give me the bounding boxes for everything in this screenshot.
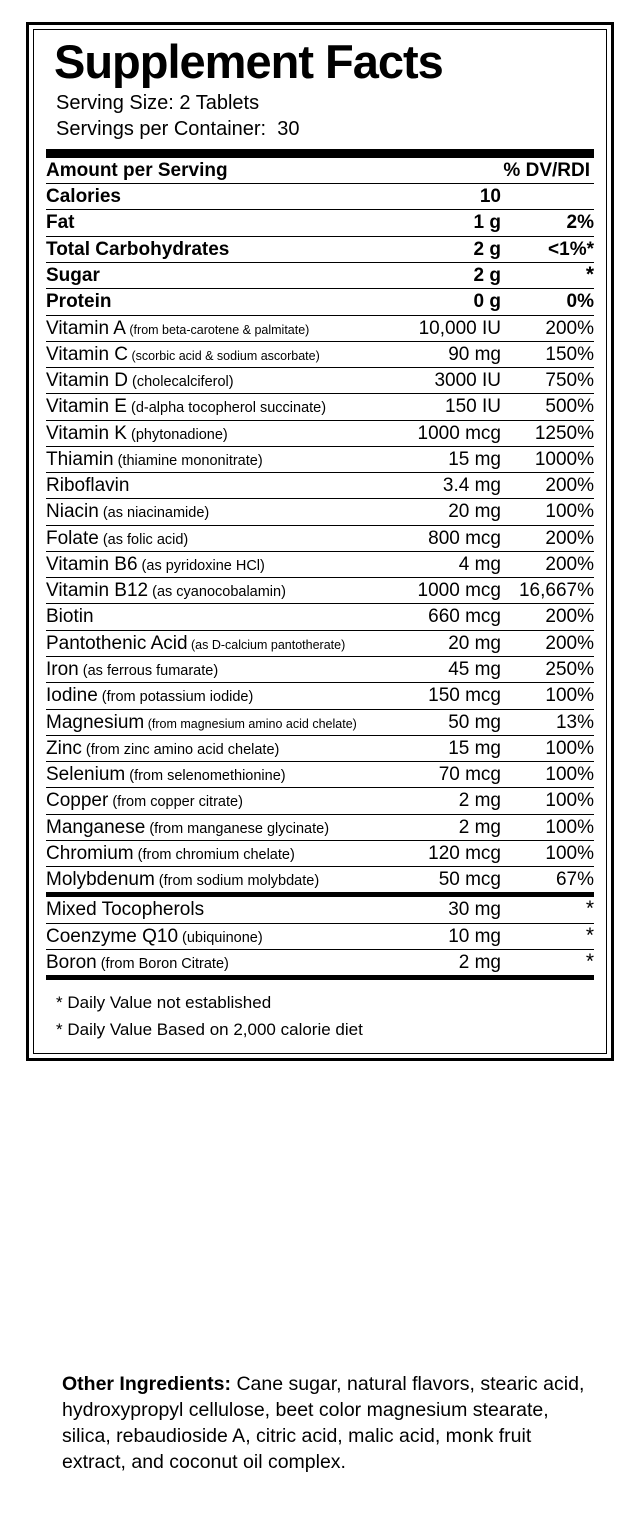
table-row [46,735,594,761]
nutrient-name: Molybdenum (from sodium molybdate) [46,867,408,893]
nutrient-daily-value: 1250% [501,420,594,446]
nutrient-source: (as niacinamide) [98,505,210,522]
table-header-row [46,158,594,184]
nutrient-name: Niacin (as niacinamide) [46,499,408,525]
nutrient-name: Zinc (from zinc amino acid chelate) [46,735,408,761]
nutrient-source: (thiamine mononitrate) [113,452,263,469]
nutrient-daily-value: 150% [501,341,594,367]
nutrient-amount: 70 mcg [408,762,501,788]
nutrient-amount: 4 mg [408,551,501,577]
nutrient-name: Fat [46,210,408,236]
nutrient-daily-value: 250% [501,656,594,682]
nutrient-daily-value: 1000% [501,446,594,472]
nutrient-source: (from selenomethionine) [125,768,286,785]
nutrient-name: Pantothenic Acid (as D-calcium pantotherate) [46,630,408,656]
nutrient-daily-value: 500% [501,394,594,420]
table-row [46,578,594,604]
nutrient-source: (from magnesium amino acid chelate) [144,716,357,731]
table-row [46,368,594,394]
table-row [46,499,594,525]
nutrient-name: Folate (as folic acid) [46,525,408,551]
nutrient-daily-value: 100% [501,683,594,709]
table-row [46,788,594,814]
nutrient-name: Total Carbohydrates [46,236,408,262]
nutrient-daily-value: 100% [501,814,594,840]
nutrient-name: Coenzyme Q10 (ubiquinone) [46,923,408,949]
nutrient-amount: 1000 mcg [408,578,501,604]
nutrient-name: Vitamin D (cholecalciferol) [46,368,408,394]
nutrient-name: Vitamin B6 (as pyridoxine HCl) [46,551,408,577]
nutrient-daily-value: 100% [501,840,594,866]
nutrient-name: Biotin [46,604,408,630]
nutrient-amount: 45 mg [408,656,501,682]
nutrient-source: (cholecalciferol) [128,374,234,391]
other-ingredients-heading: Other Ingredients: [62,1373,232,1395]
nutrient-amount: 1000 mcg [408,420,501,446]
nutrient-amount: 1 g [408,210,501,236]
nutrient-name: Copper (from copper citrate) [46,788,408,814]
footnote-2: * Daily Value Based on 2,000 calorie diet [56,1019,363,1039]
nutrient-daily-value: <1%* [501,236,594,262]
nutrient-name: Mixed Tocopherols [46,897,408,923]
footnotes-block [56,990,594,1043]
nutrient-daily-value: * [501,949,594,975]
nutrient-daily-value: 67% [501,867,594,893]
table-row [46,315,594,341]
nutrient-source: (from Boron Citrate) [96,955,229,972]
nutrient-name: Riboflavin [46,473,408,499]
table-row [46,341,594,367]
nutrient-amount: 150 mcg [408,683,501,709]
nutrient-daily-value: * [501,923,594,949]
nutrient-source: (from manganese glycinate) [145,820,330,837]
nutrient-name: Protein [46,289,408,315]
nutrient-daily-value: 100% [501,762,594,788]
other-ingredients-block [62,1372,590,1476]
nutrient-daily-value: * [501,897,594,923]
nutrient-amount: 3000 IU [408,368,501,394]
nutrient-source: (d-alpha tocopherol succinate) [126,400,327,417]
nutrient-amount: 10 [408,184,501,210]
nutrient-source: (ubiquinone) [178,929,263,946]
nutrient-daily-value: 200% [501,551,594,577]
table-row [46,263,594,289]
table-row [46,604,594,630]
column-header-amount-per-serving: Amount per Serving [46,158,408,184]
table-row [46,473,594,499]
nutrient-name: Selenium (from selenomethionine) [46,762,408,788]
table-row [46,923,594,949]
nutrient-source: (as folic acid) [98,531,189,548]
supplement-facts-panel [26,22,614,1061]
nutrient-name: Sugar [46,263,408,289]
nutrient-daily-value: 200% [501,604,594,630]
footnote-1: * Daily Value not established [56,993,272,1013]
table-row [46,762,594,788]
table-row [46,551,594,577]
nutrient-amount: 800 mcg [408,525,501,551]
nutrient-daily-value: 200% [501,525,594,551]
table-row [46,184,594,210]
nutrient-amount: 660 mcg [408,604,501,630]
nutrient-daily-value: 750% [501,368,594,394]
table-row [46,897,594,923]
nutrient-daily-value: 100% [501,499,594,525]
nutrient-amount: 15 mg [408,446,501,472]
nutrient-source: (from potassium iodide) [97,689,254,706]
table-row [46,840,594,866]
nutrient-source: (scorbic acid & sodium ascorbate) [128,348,320,363]
nutrient-name: Vitamin E (d-alpha tocopherol succinate) [46,394,408,420]
nutrient-source: (from chromium chelate) [133,846,295,863]
nutrient-amount: 2 g [408,236,501,262]
nutrient-daily-value: * [501,263,594,289]
nutrient-source: (from beta-carotene & palmitate) [125,322,310,337]
nutrient-source: (as cyanocobalamin) [148,584,286,601]
nutrient-name: Boron (from Boron Citrate) [46,949,408,975]
nutrient-source: (as ferrous fumarate) [78,662,219,679]
nutrient-amount: 30 mg [408,897,501,923]
nutrient-name: Iron (as ferrous fumarate) [46,656,408,682]
table-row [46,630,594,656]
nutrient-name: Vitamin B12 (as cyanocobalamin) [46,578,408,604]
nutrient-daily-value: 2% [501,210,594,236]
table-row [46,394,594,420]
nutrient-amount: 10,000 IU [408,315,501,341]
nutrient-daily-value: 200% [501,315,594,341]
nutrient-daily-value: 200% [501,473,594,499]
servings-per-container-text: Servings per Container: 30 [56,117,300,140]
nutrient-amount: 2 mg [408,949,501,975]
table-row [46,289,594,315]
table-row [46,867,594,893]
table-row [46,814,594,840]
nutrient-daily-value: 100% [501,788,594,814]
table-row [46,525,594,551]
divider-thick-top [46,149,594,158]
nutrient-amount: 2 mg [408,814,501,840]
nutrient-name: Vitamin C (scorbic acid & sodium ascorbate) [46,341,408,367]
nutrient-name: Calories [46,184,408,210]
nutrient-amount: 10 mg [408,923,501,949]
nutrient-name: Manganese (from manganese glycinate) [46,814,408,840]
nutrient-amount: 50 mcg [408,867,501,893]
table-row [46,236,594,262]
nutrient-source: (from zinc amino acid chelate) [81,741,280,758]
table-row [46,420,594,446]
divider-bottom [46,976,594,981]
nutrient-daily-value: 200% [501,630,594,656]
divider-bottom-bar [46,976,594,980]
nutrient-amount: 0 g [408,289,501,315]
table-row [46,210,594,236]
column-header-percent-dv: % DV/RDI [408,158,594,184]
nutrient-amount: 50 mg [408,709,501,735]
supplement-facts-panel-inner [33,29,607,1054]
page-title: Supplement Facts [54,35,443,88]
table-row [46,446,594,472]
nutrient-name: Magnesium (from magnesium amino acid chelate) [46,709,408,735]
nutrient-daily-value: 100% [501,735,594,761]
table-row [46,656,594,682]
nutrient-daily-value: 0% [501,289,594,315]
nutrient-amount: 20 mg [408,630,501,656]
nutrient-name: Thiamin (thiamine mononitrate) [46,446,408,472]
nutrient-source: (as D-calcium pantotherate) [187,637,346,652]
nutrient-name: Iodine (from potassium iodide) [46,683,408,709]
nutrient-name: Vitamin K (phytonadione) [46,420,408,446]
nutrient-amount: 15 mg [408,735,501,761]
nutrient-source: (phytonadione) [126,426,228,443]
nutrient-amount: 120 mcg [408,840,501,866]
table-row [46,949,594,975]
nutrient-amount: 3.4 mg [408,473,501,499]
nutrient-daily-value: 16,667% [501,578,594,604]
nutrition-table-body [46,158,594,980]
nutrient-amount: 150 IU [408,394,501,420]
table-row [46,709,594,735]
nutrient-daily-value: 13% [501,709,594,735]
nutrient-name: Vitamin A (from beta-carotene & palmitate) [46,315,408,341]
nutrient-source: (from copper citrate) [108,794,243,811]
nutrition-table [46,158,594,980]
other-ingredients-text: Cane sugar, natural flavors, stearic acid, hydroxypropyl cellulose, beet color magnesium stearate, silica, rebaudioside A, citric acid, malic acid, monk fruit extract, and coconut oil complex. [62,1373,585,1473]
nutrient-source: (from sodium molybdate) [154,873,320,890]
nutrient-source: (as pyridoxine HCl) [137,557,265,574]
nutrient-amount: 2 mg [408,788,501,814]
nutrient-amount: 90 mg [408,341,501,367]
table-row [46,683,594,709]
nutrient-name: Chromium (from chromium chelate) [46,840,408,866]
nutrient-amount: 20 mg [408,499,501,525]
nutrient-amount: 2 g [408,263,501,289]
serving-size-text: Serving Size: 2 Tablets [56,91,260,114]
nutrient-daily-value [501,184,594,210]
